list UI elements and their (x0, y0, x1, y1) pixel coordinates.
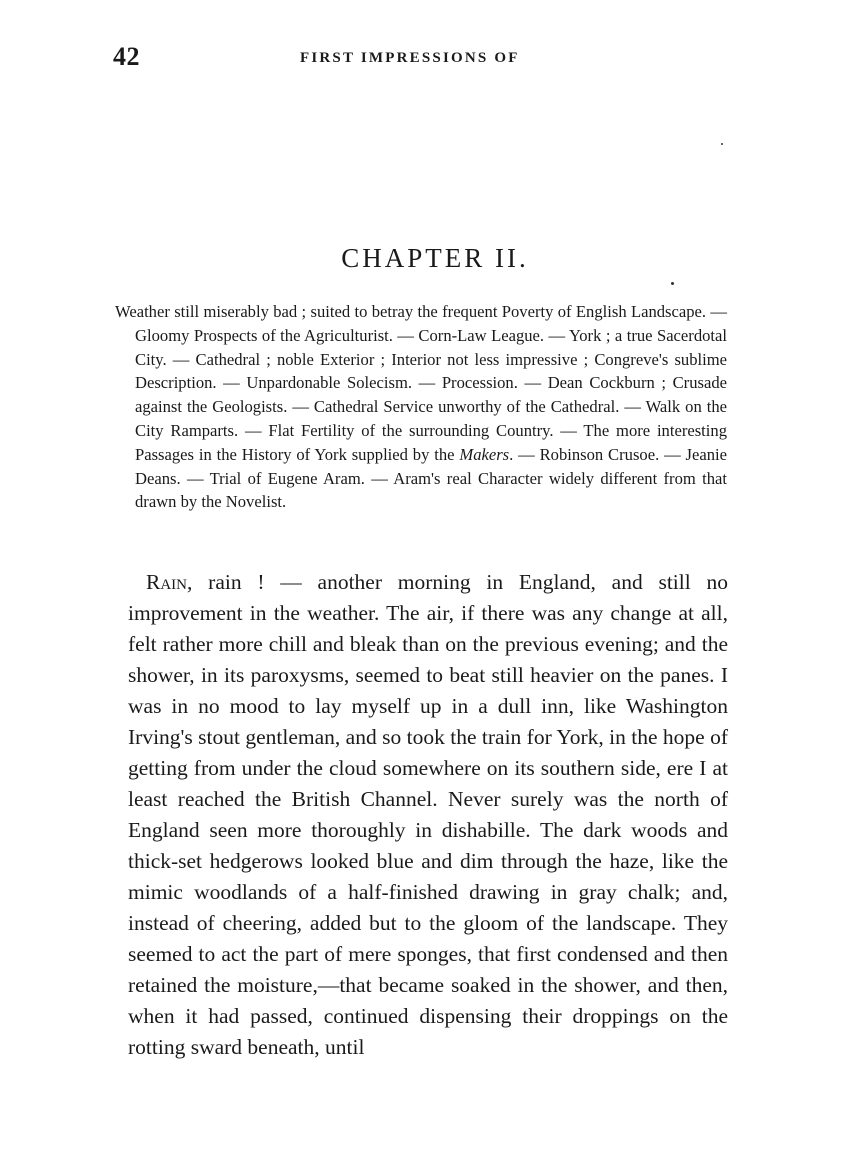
opening-word: Rain (146, 570, 188, 594)
synopsis-text: Weather still miserably bad ; suited to betray the frequent Poverty of English Landscape. — Gloomy Prospects of the Agriculturist. — Corn-Law League. — York ; a true Sacerdotal City. — Cathedral ; noble Exterior ; Interior not less impressive ; Congreve's sublime Description. — Unpardonable Solecism. — Procession. — Dean Cockburn ; Crusade against the Geologists. — Cathedral Service unworthy of the Cathedral. — Walk on the City Ramparts. — Flat Fertility of the surrounding Country. — The more interesting Passages in the History of York supplied by the (115, 302, 727, 464)
synopsis-italic: Makers (459, 444, 510, 464)
synopsis-text-end: . — Robinson Crusoe. — Jeanie Deans. — Trial of Eugene Aram. — Aram's real Character widely different from that drawn by the Novelist. (135, 444, 727, 512)
chapter-synopsis (115, 300, 727, 514)
paper-speck (721, 143, 723, 145)
body-text: , rain ! — another morning in England, and still no improvement in the weather. The air, if there was any change at all, felt rather more chill and bleak than on the previous evening; and the shower, in its paroxysms, seemed to beat still heavier on the panes. I was in no mood to lay myself up in a dull inn, like Washington Irving's stout gentleman, and so took the train for York, in the hope of getting from under the cloud somewhere on its southern side, ere I at least reached the British Channel. Never surely was the north of England seen more thoroughly in dishabille. The dark woods and thick-set hedgerows looked blue and dim through the haze, like the mimic woodlands of a half-finished drawing in gray chalk; and, instead of cheering, added but to the gloom of the landscape. They seemed to act the part of mere sponges, that first condensed and then retained the moisture,—that became soaked in the shower, and then, when it had passed, continued dispensing their droppings on the rotting sward beneath, until (128, 570, 728, 1059)
running-head: FIRST IMPRESSIONS OF (300, 50, 520, 66)
body-paragraph (128, 567, 728, 1063)
chapter-title: CHAPTER II. (341, 243, 529, 273)
paper-speck (671, 282, 674, 285)
page-number: 42 (113, 42, 140, 71)
